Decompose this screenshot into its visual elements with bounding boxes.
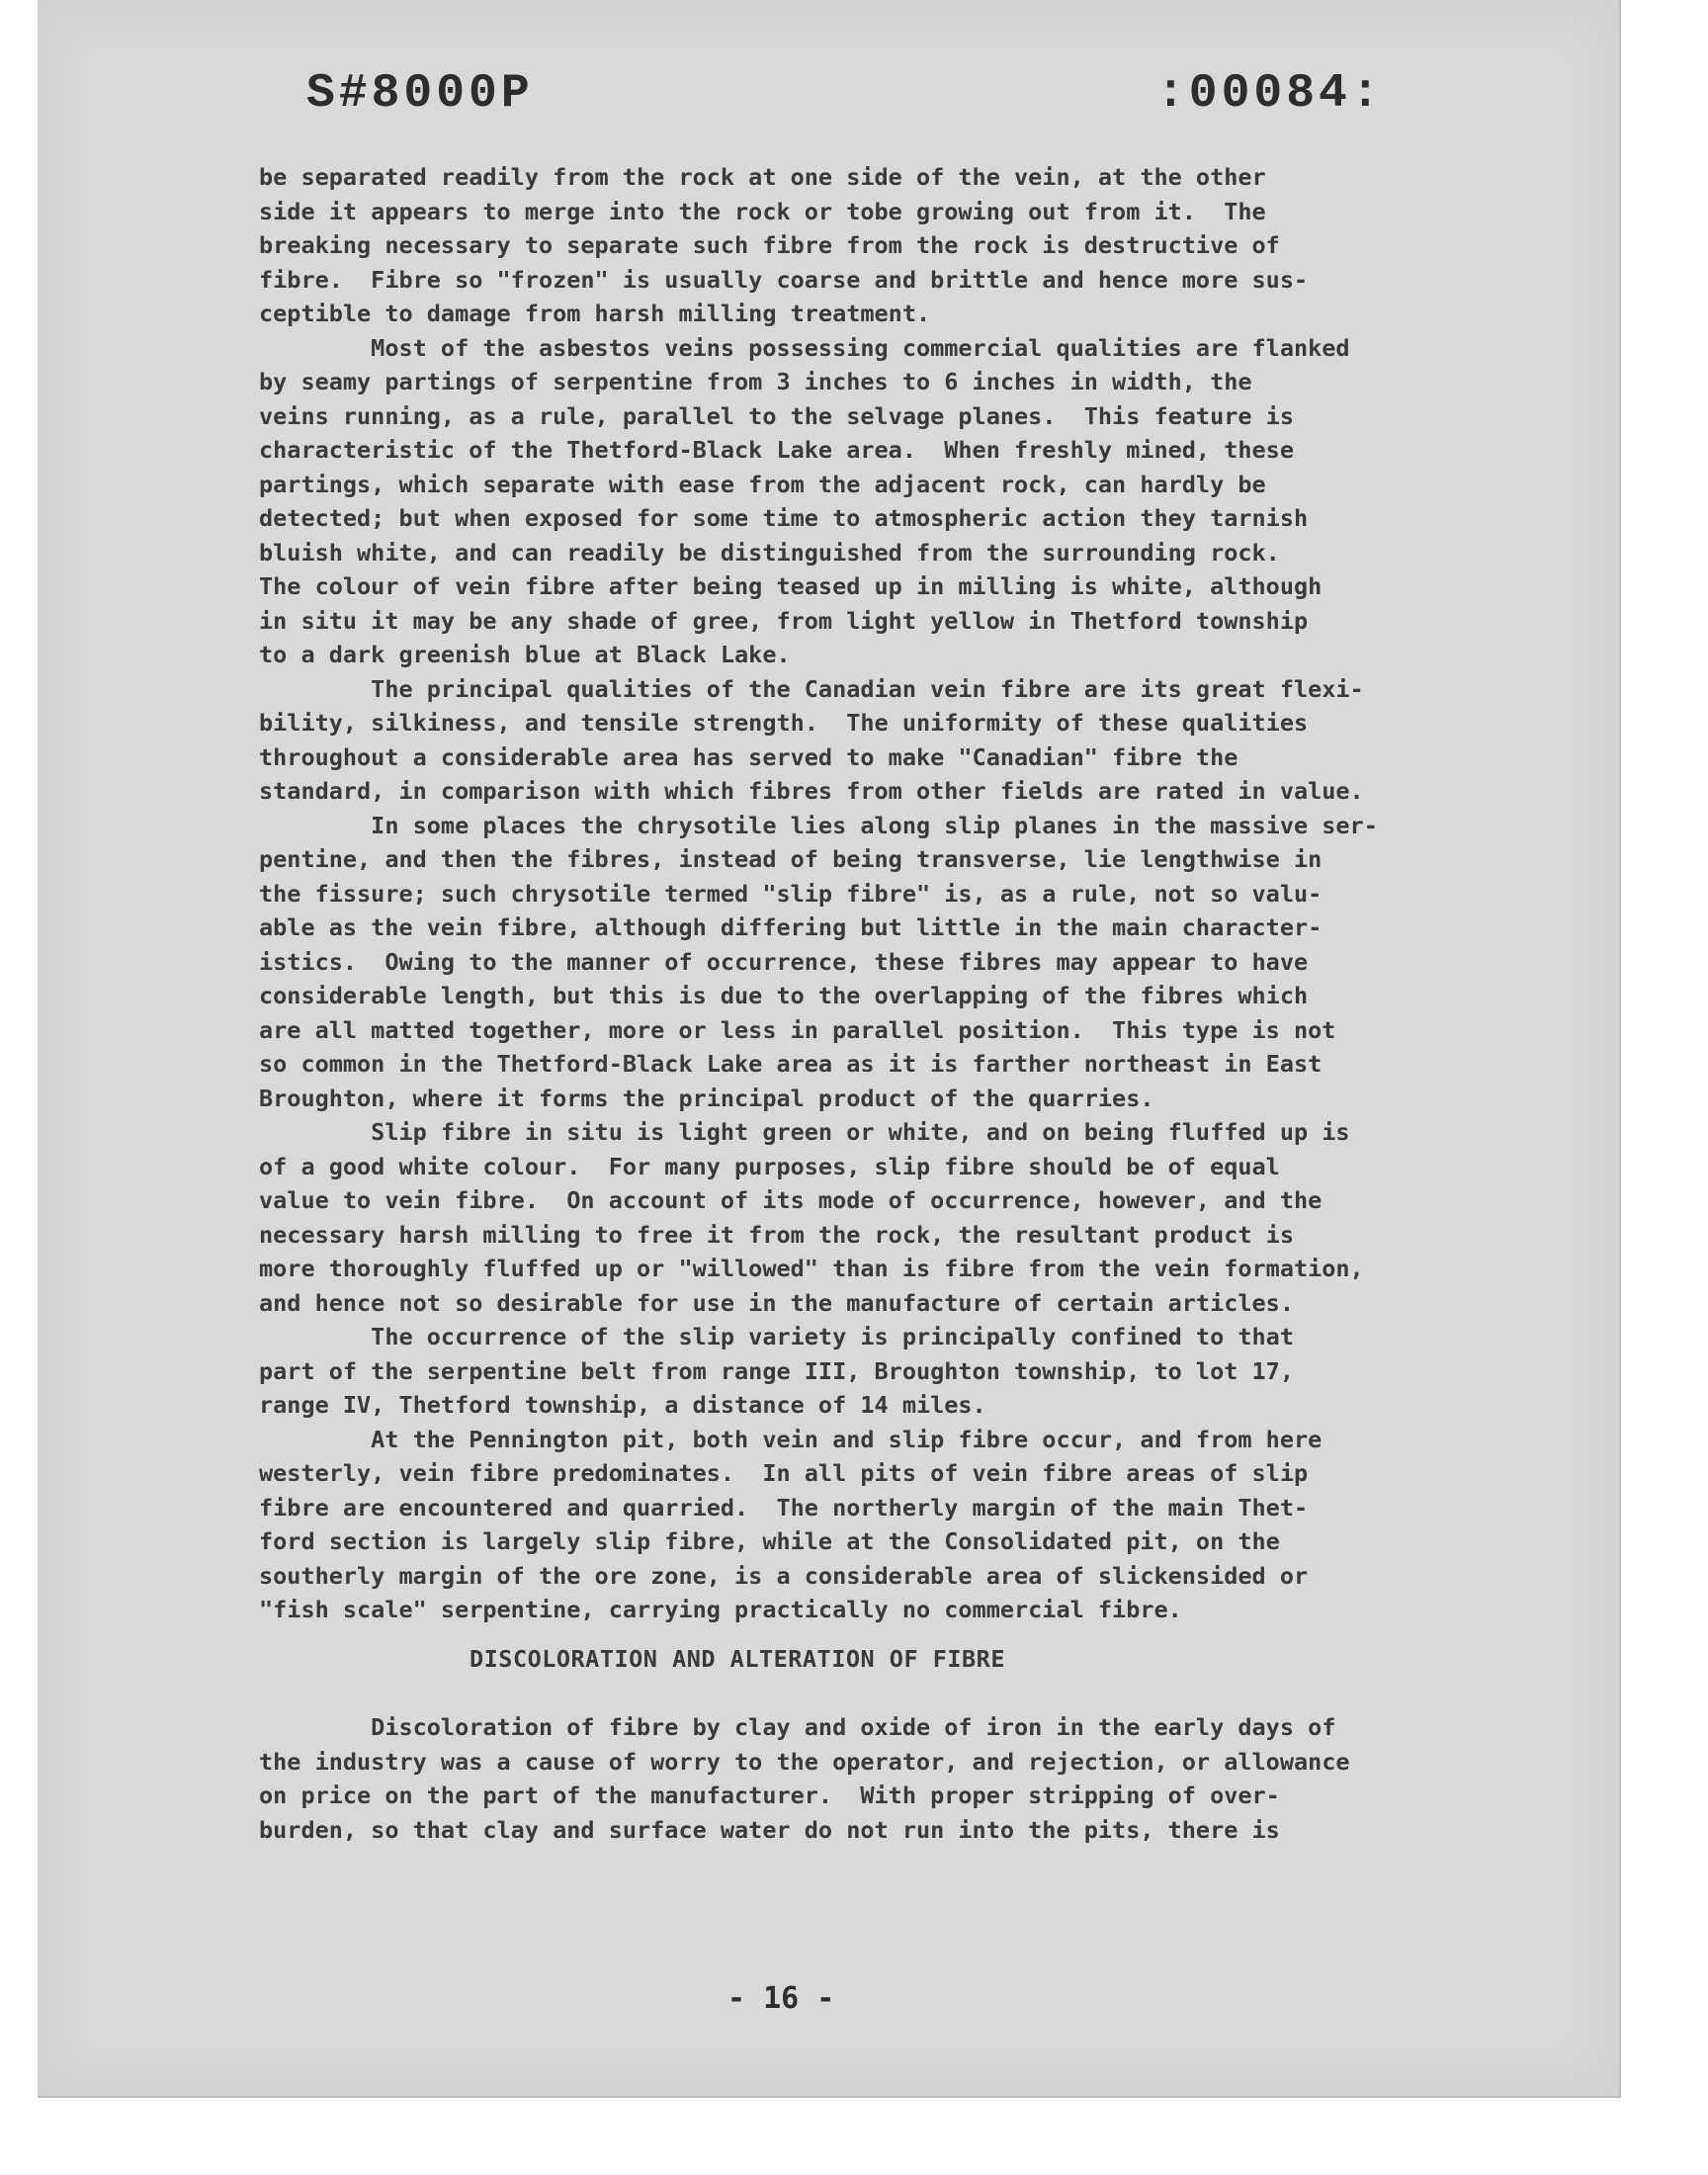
- text-line: pentine, and then the fibres, instead of being transverse, lie lengthwise in: [259, 845, 1323, 873]
- text-line: necessary harsh milling to free it from the rock, the resultant product is: [259, 1220, 1294, 1249]
- text-line: The principal qualities of the Canadian vein fibre are its great flexi-: [259, 674, 1364, 703]
- text-line: westerly, vein fibre predominates. In all pits of vein fibre areas of slip: [259, 1459, 1309, 1487]
- text-line: Most of the asbestos veins possessing commercial qualities are flanked: [259, 333, 1350, 362]
- text-line: and hence not so desirable for use in the manufacture of certain articles.: [259, 1288, 1294, 1317]
- text-line: of a good white colour. For many purposes, slip fibre should be of equal: [259, 1152, 1280, 1180]
- document-stamp-left: S#8000P: [306, 67, 534, 121]
- text-line: The colour of vein fibre after being teased up in milling is white, although: [259, 572, 1323, 600]
- section-heading: DISCOLORATION AND ALTERATION OF FIBRE: [470, 1645, 1005, 1673]
- text-line: to a dark greenish blue at Black Lake.: [259, 641, 791, 668]
- text-line: fibre are encountered and quarried. The northerly margin of the main Thet-: [259, 1493, 1309, 1522]
- text-line: Slip fibre in situ is light green or white, and on being fluffed up is: [259, 1118, 1350, 1146]
- text-line: ceptible to damage from harsh milling treatment.: [259, 300, 931, 327]
- text-line: detected; but when exposed for some time to atmospheric action they tarnish: [259, 504, 1309, 532]
- text-line: partings, which separate with ease from the adjacent rock, can hardly be: [259, 470, 1266, 498]
- text-line: on price on the part of the manufacturer. With proper stripping of over-: [259, 1782, 1280, 1809]
- text-line: considerable length, but this is due to the overlapping of the fibres which: [259, 982, 1309, 1009]
- text-line: breaking necessary to separate such fibre from the rock is destructive of: [259, 231, 1280, 259]
- text-line: standard, in comparison with which fibres from other fields are rated in value.: [259, 777, 1364, 805]
- text-line: in situ it may be any shade of gree, from light yellow in Thetford township: [259, 606, 1309, 635]
- text-line: characteristic of the Thetford-Black Lake area. When freshly mined, these: [259, 436, 1294, 464]
- text-line: istics. Owing to the manner of occurrence, these fibres may appear to have: [259, 947, 1309, 976]
- text-line: "fish scale" serpentine, carrying practically no commercial fibre.: [259, 1596, 1182, 1623]
- text-line: value to vein fibre. On account of its mode of occurrence, however, and the: [259, 1186, 1323, 1214]
- text-line: In some places the chrysotile lies along slip planes in the massive ser-: [259, 811, 1378, 839]
- section-body-text: [259, 1710, 1583, 1847]
- body-text: [259, 160, 1583, 1627]
- text-line: able as the vein fibre, although differing but little in the main character-: [259, 914, 1323, 941]
- text-line: Broughton, where it forms the principal product of the quarries.: [259, 1084, 1154, 1112]
- text-line: throughout a considerable area has served to make "Canadian" fibre the: [259, 742, 1238, 771]
- text-line: are all matted together, more or less in parallel position. This type is not: [259, 1015, 1336, 1044]
- text-line: At the Pennington pit, both vein and slip fibre occur, and from here: [259, 1425, 1323, 1453]
- text-line: by seamy partings of serpentine from 3 inches to 6 inches in width, the: [259, 368, 1252, 395]
- text-line: the fissure; such chrysotile termed "slip fibre" is, as a rule, not so valu-: [259, 879, 1323, 908]
- text-line: so common in the Thetford-Black Lake area as it is farther northeast in East: [259, 1050, 1323, 1078]
- text-line: burden, so that clay and surface water do not run into the pits, there is: [259, 1815, 1280, 1844]
- page-number: - 16 -: [727, 1981, 835, 2016]
- text-line: bility, silkiness, and tensile strength. The uniformity of these qualities: [259, 709, 1309, 737]
- text-line: fibre. Fibre so "frozen" is usually coarse and brittle and hence more sus-: [259, 265, 1309, 294]
- text-line: part of the serpentine belt from range III, Broughton township, to lot 17,: [259, 1356, 1294, 1385]
- text-line: be separated readily from the rock at one side of the vein, at the other: [259, 163, 1266, 191]
- text-line: southerly margin of the ore zone, is a considerable area of slickensided or: [259, 1561, 1309, 1590]
- text-line: ford section is largely slip fibre, while at the Consolidated pit, on the: [259, 1527, 1280, 1555]
- document-stamp-right: :00084:: [1156, 67, 1384, 121]
- text-line: range IV, Thetford township, a distance of 14 miles.: [259, 1391, 986, 1419]
- text-line: the industry was a cause of worry to the operator, and rejection, or allowance: [259, 1747, 1350, 1776]
- text-line: bluish white, and can readily be distinguished from the surrounding rock.: [259, 538, 1280, 566]
- text-line: The occurrence of the slip variety is principally confined to that: [259, 1323, 1294, 1350]
- text-line: veins running, as a rule, parallel to the selvage planes. This feature is: [259, 401, 1294, 430]
- text-line: more thoroughly fluffed up or "willowed" than is fibre from the vein formation,: [259, 1255, 1364, 1282]
- text-line: side it appears to merge into the rock or tobe growing out from it. The: [259, 197, 1266, 225]
- text-line: Discoloration of fibre by clay and oxide of iron in the early days of: [259, 1713, 1336, 1741]
